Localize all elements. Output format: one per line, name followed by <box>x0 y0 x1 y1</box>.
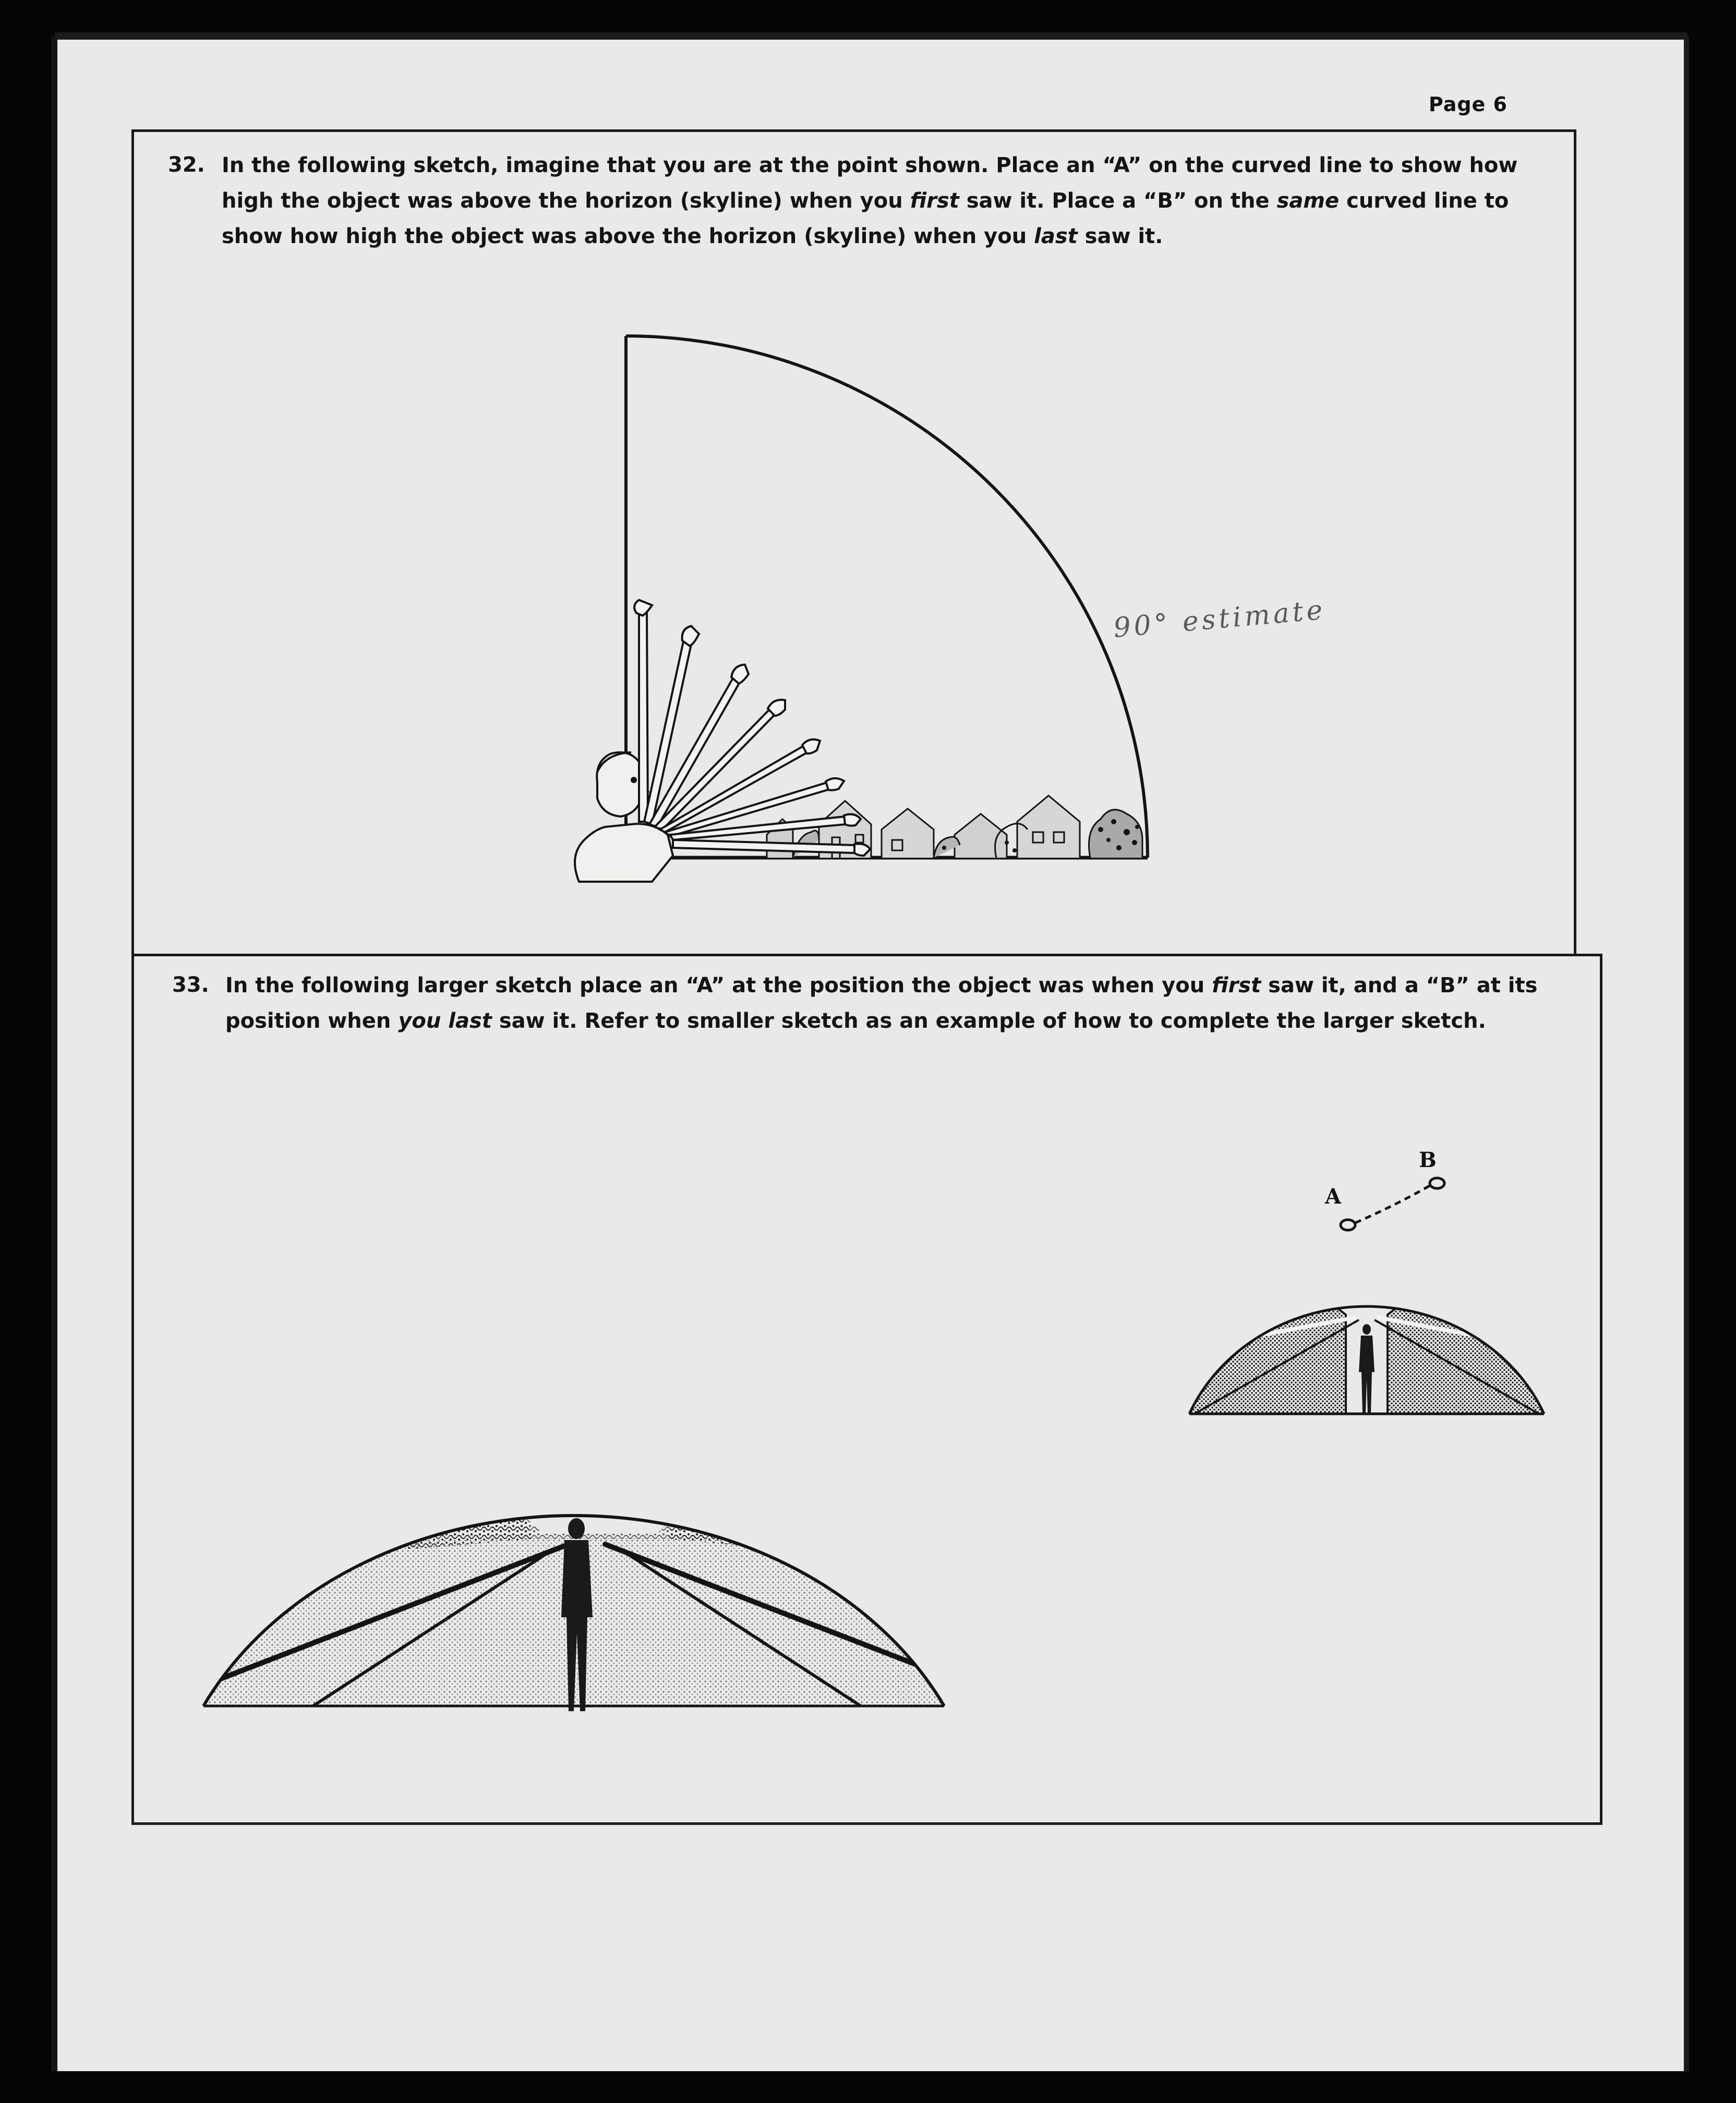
emphasis-run: first <box>910 189 959 213</box>
example-point-a <box>1341 1220 1355 1230</box>
example-street-sketch <box>1163 1137 1570 1419</box>
text-run: saw it. <box>1077 224 1163 248</box>
left-houses <box>214 1320 423 1492</box>
example-man <box>1359 1324 1375 1414</box>
right-houses <box>777 1362 923 1508</box>
text-run: saw it, and a “B” at its <box>1261 974 1538 998</box>
question-32-line <box>222 219 1557 254</box>
text-run <box>441 1009 448 1033</box>
emphasis-run: last <box>448 1009 492 1033</box>
question-33-line <box>225 1003 1582 1039</box>
emphasis-run: you <box>398 1009 441 1033</box>
text-run: In the following larger sketch place an “A” at the position the object was when you <box>225 974 1212 998</box>
example-point-b <box>1430 1178 1444 1188</box>
quadrant-sketch <box>548 313 1174 913</box>
question-32-line <box>222 183 1557 219</box>
film-edge-top <box>55 32 1687 40</box>
emphasis-run: last <box>1034 224 1078 248</box>
example-path <box>1341 1178 1444 1230</box>
text-run: saw it. Refer to smaller sketch as an example of how to complete the larger sketch. <box>491 1009 1486 1033</box>
page-number: Page 6 <box>1428 93 1508 116</box>
right-trees <box>668 1275 1022 1570</box>
handwritten-note: 90° estimate <box>1112 594 1327 644</box>
emphasis-run: same <box>1276 189 1340 213</box>
text-run: high the object was above the horizon (skyline) when you <box>222 189 910 213</box>
text-run: saw it. Place a “B” on the <box>959 189 1277 213</box>
pointing-arms <box>634 600 870 856</box>
example-right-shaded <box>1388 1224 1570 1414</box>
question-32-text <box>222 148 1557 254</box>
question-32-line <box>222 148 1557 183</box>
text-run: In the following sketch, imagine that you are at the point shown. Place an “A” on the curved line to show how <box>222 153 1518 177</box>
example-left-shaded <box>1163 1230 1346 1414</box>
text-run: show how high the object was above the horizon (skyline) when you <box>222 224 1034 248</box>
question-32-number: 32. <box>168 153 205 177</box>
example-label-b: B <box>1419 1148 1437 1172</box>
text-run: curved line to <box>1339 189 1509 213</box>
example-label-a: A <box>1325 1184 1342 1209</box>
film-edge-right <box>1684 37 1689 2071</box>
question-33-line <box>225 968 1582 1003</box>
text-run: position when <box>225 1009 399 1033</box>
question-33-number: 33. <box>172 973 209 997</box>
emphasis-run: first <box>1212 974 1261 998</box>
question-33-text <box>225 968 1582 1039</box>
film-edge-left <box>51 37 57 2071</box>
large-street-sketch[interactable] <box>156 1132 1022 1722</box>
